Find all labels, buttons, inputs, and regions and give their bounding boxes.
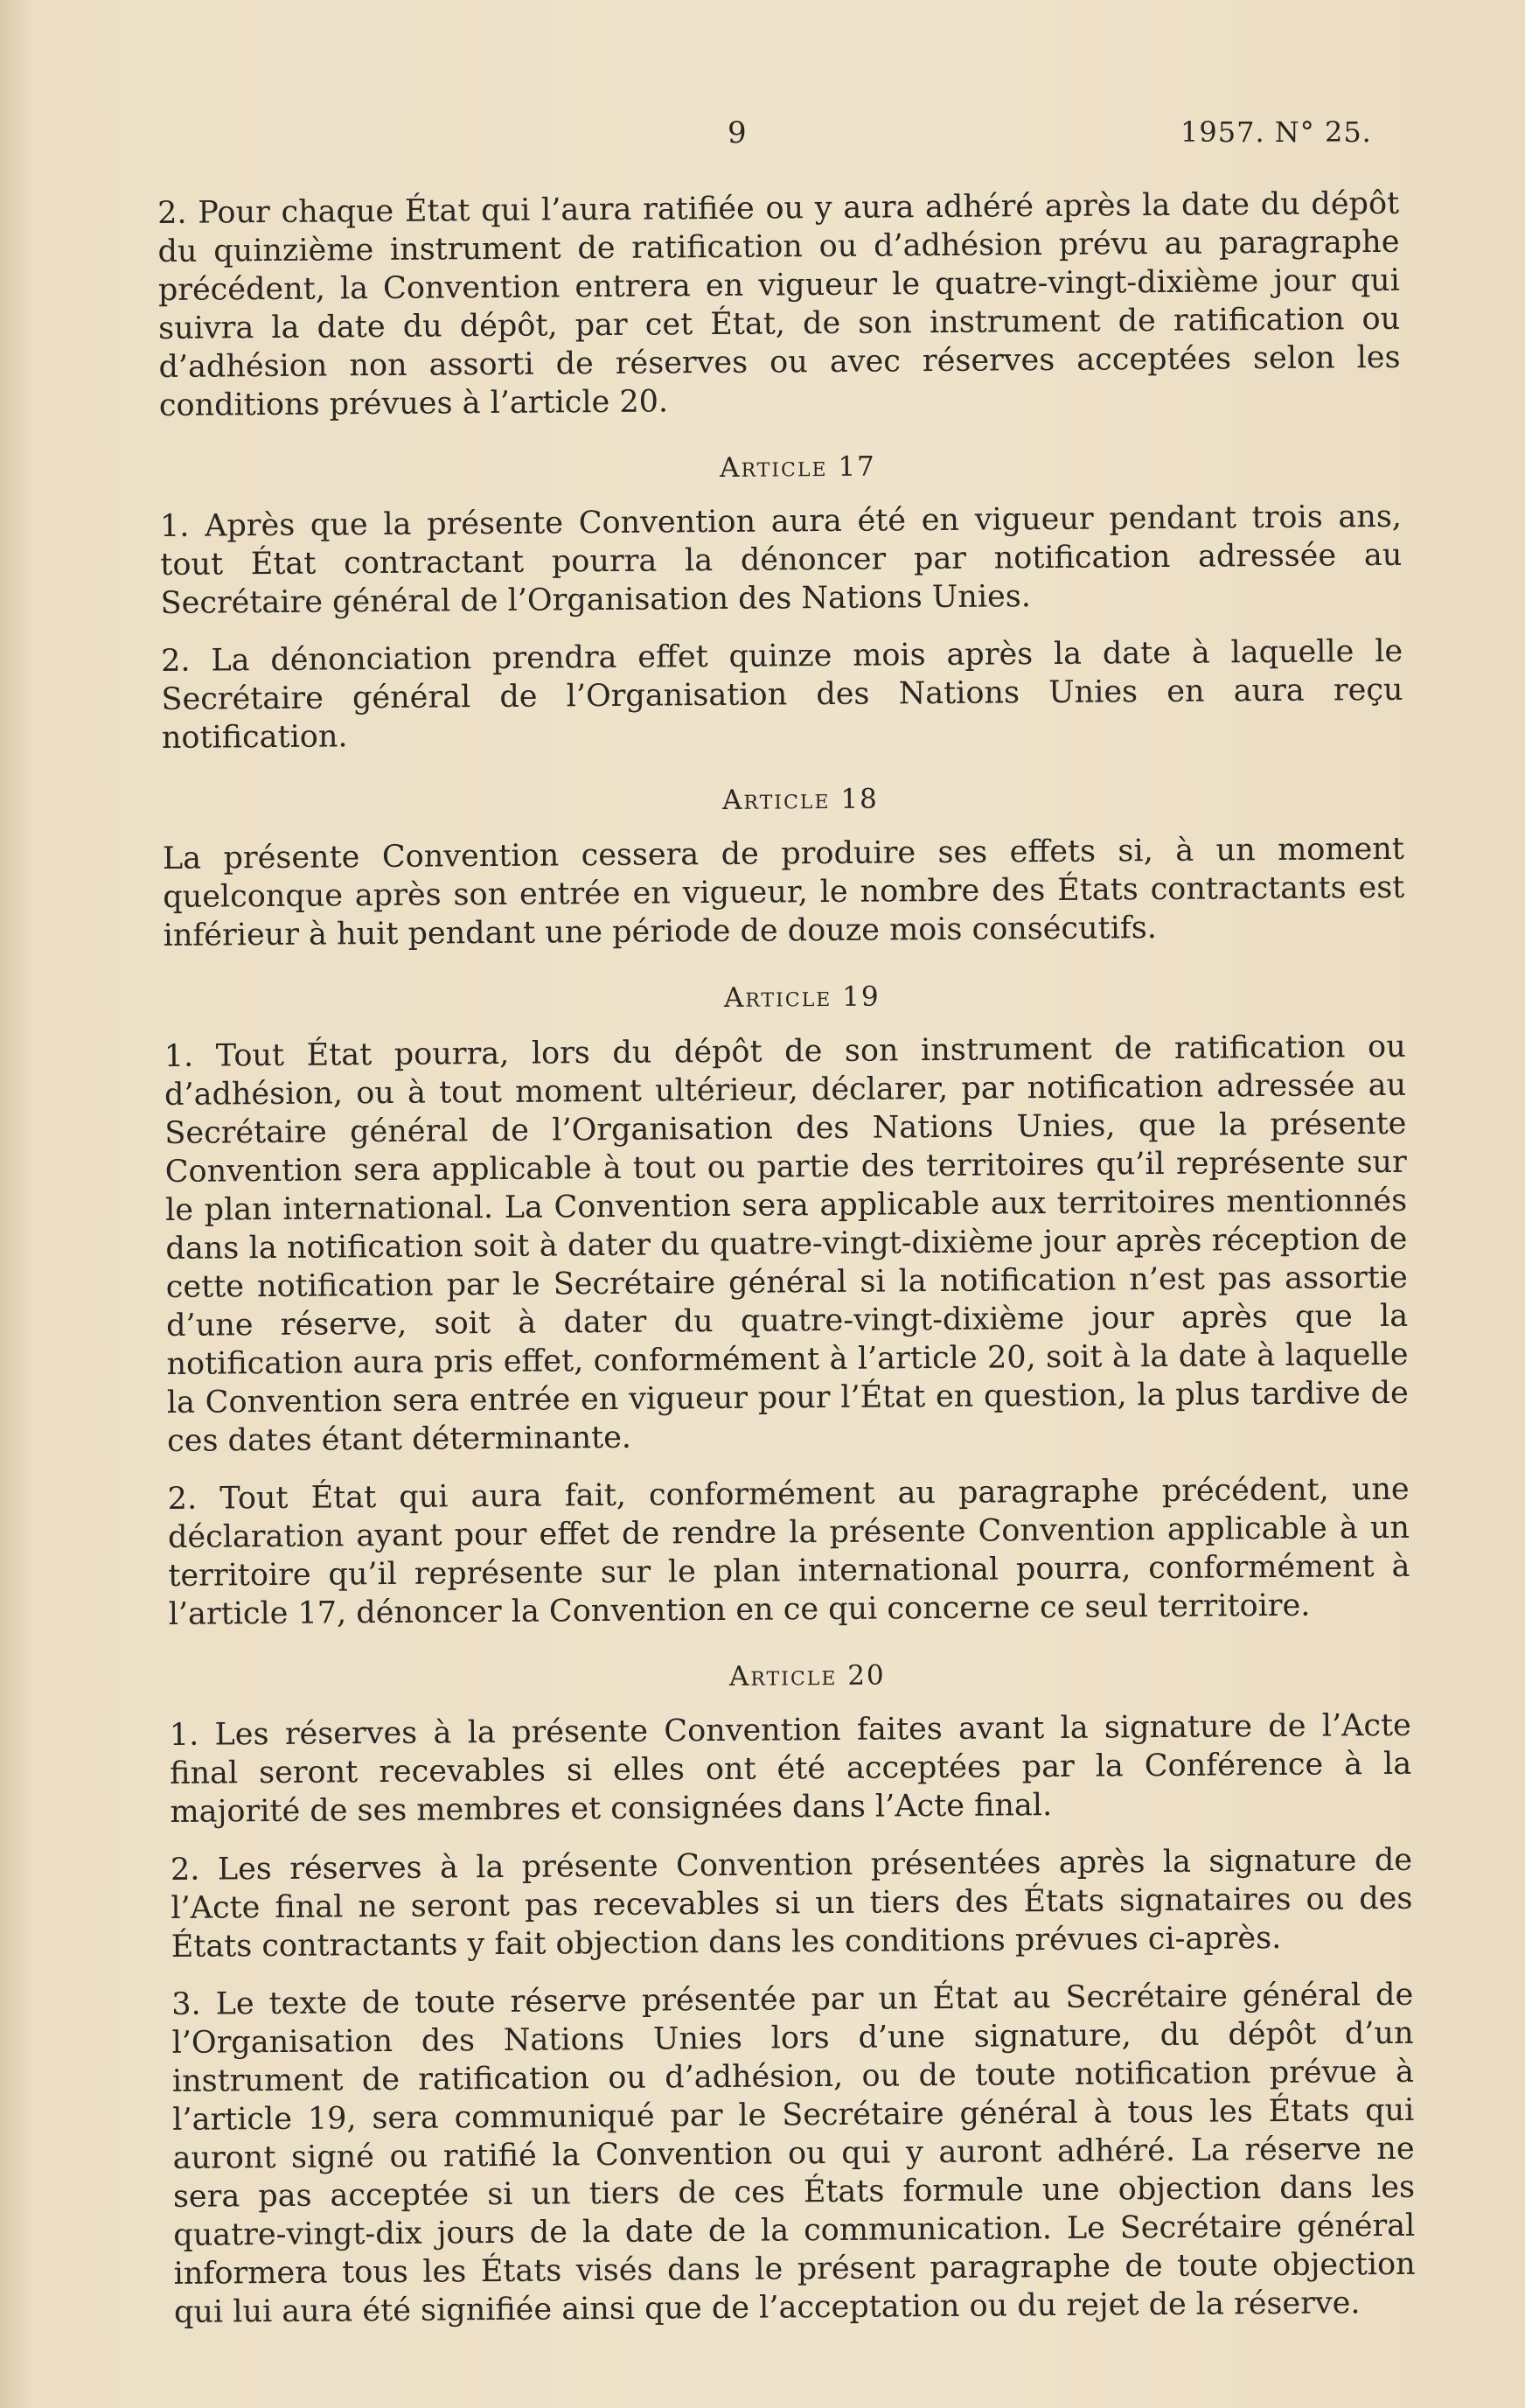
- page-header: [0, 115, 1525, 159]
- paragraph-20-1: 1. Les réserves à la présente Convention faites avant la signature de l’Acte final seront recevables si elles ont été acceptées par la Conférence à la majorité de ses membres et consignées dans l’Acte final.: [169, 1707, 1412, 1830]
- document-body: [157, 185, 1416, 2351]
- paragraph-20-3: 3. Le texte de toute réserve présentée par un État au Secrétaire général de l’Organisation des Nations Unies lors d’une signature, du dépôt d’un instrument de ratification ou d’adhésion, ou de toute notification prévue à l’article 19, sera communiqué par le Secrétaire général à tous les États qui auront signé ou ratifié la Convention ou qui y auront adhéré. La réserve ne sera pas acceptée si un tiers de ces États formule une objection dans les quatre-vingt-dix jours de la date de la communication. Le Secrétaire général informera tous les États visés dans le présent paragraphe de toute objection qui lui aura été signifiée ainsi que de l’acceptation ou du rejet de la réserve.: [171, 1977, 1416, 2330]
- article-17-heading: Article 17: [719, 450, 876, 484]
- paragraph-18: La présente Convention cessera de produire ses effets si, à un moment quelconque après son entrée en vigueur, le nombre des États contractants est inférieur à huit pendant une période de douze mois consécutifs.: [162, 831, 1405, 953]
- article-20-heading: Article 20: [728, 1659, 886, 1693]
- article-19-heading: Article 19: [723, 981, 881, 1014]
- publication-reference: 1957. N° 25.: [1180, 115, 1372, 149]
- paragraph-17-2: 2. La dénonciation prendra effet quinze mois après la date à laquelle le Secrétaire général de l’Organisation des Nations Unies en aura reçu notification.: [161, 633, 1403, 756]
- paragraph-17-1: 1. Après que la présente Convention aura été en vigueur pendant trois ans, tout État contractant pourra la dénoncer par notification adressée au Secrétaire général de l’Organisation des Nations Unies.: [159, 499, 1403, 621]
- paragraph-20-2: 2. Les réserves à la présente Convention présentées après la signature de l’Acte final ne seront pas recevables si un tiers des États signataires ou des États contractants y fait objection dans les conditions prévues ci-après.: [170, 1842, 1413, 1965]
- page-number: 9: [728, 115, 747, 150]
- paragraph-16-2: 2. Pour chaque État qui l’aura ratifiée ou y aura adhéré après la date du dépôt du quinzième instrument de ratification ou d’adhésion prévu au paragraphe précédent, la Convention entrera en vigueur le quatre-vingt-dixième jour qui suivra la date du dépôt, par cet État, de son instrument de ratification ou d’adhésion non assorti de réserves ou avec réserves acceptées selon les conditions prévues à l’article 20.: [157, 185, 1401, 423]
- paragraph-19-2: 2. Tout État qui aura fait, conformément au paragraphe précédent, une déclaration ayant pour effet de rendre la présente Convention applicable à un territoire qu’il représente sur le plan international pourra, conformément à l’article 17, dénoncer la Convention en ce qui concerne ce seul territoire.: [167, 1471, 1410, 1632]
- paragraph-19-1: 1. Tout État pourra, lors du dépôt de son instrument de ratification ou d’adhésion, ou à tout moment ultérieur, déclarer, par notification adressée au Secrétaire général de l’Organisation des Nations Unies, que la présente Convention sera applicable à tout ou partie des territoires qu’il représente sur le plan international. La Convention sera applicable aux territoires mentionnés dans la notification soit à dater du quatre-vingt-dixième jour après réception de cette notification par le Secrétaire général si la notification n’est pas assortie d’une réserve, soit à dater du quatre-vingt-dixième jour après que la notification aura pris effet, conformément à l’article 20, soit à la date à laquelle la Convention sera entrée en vigueur pour l’État en question, la plus tardive de ces dates étant déterminante.: [164, 1029, 1409, 1459]
- article-18-heading: Article 18: [721, 783, 879, 816]
